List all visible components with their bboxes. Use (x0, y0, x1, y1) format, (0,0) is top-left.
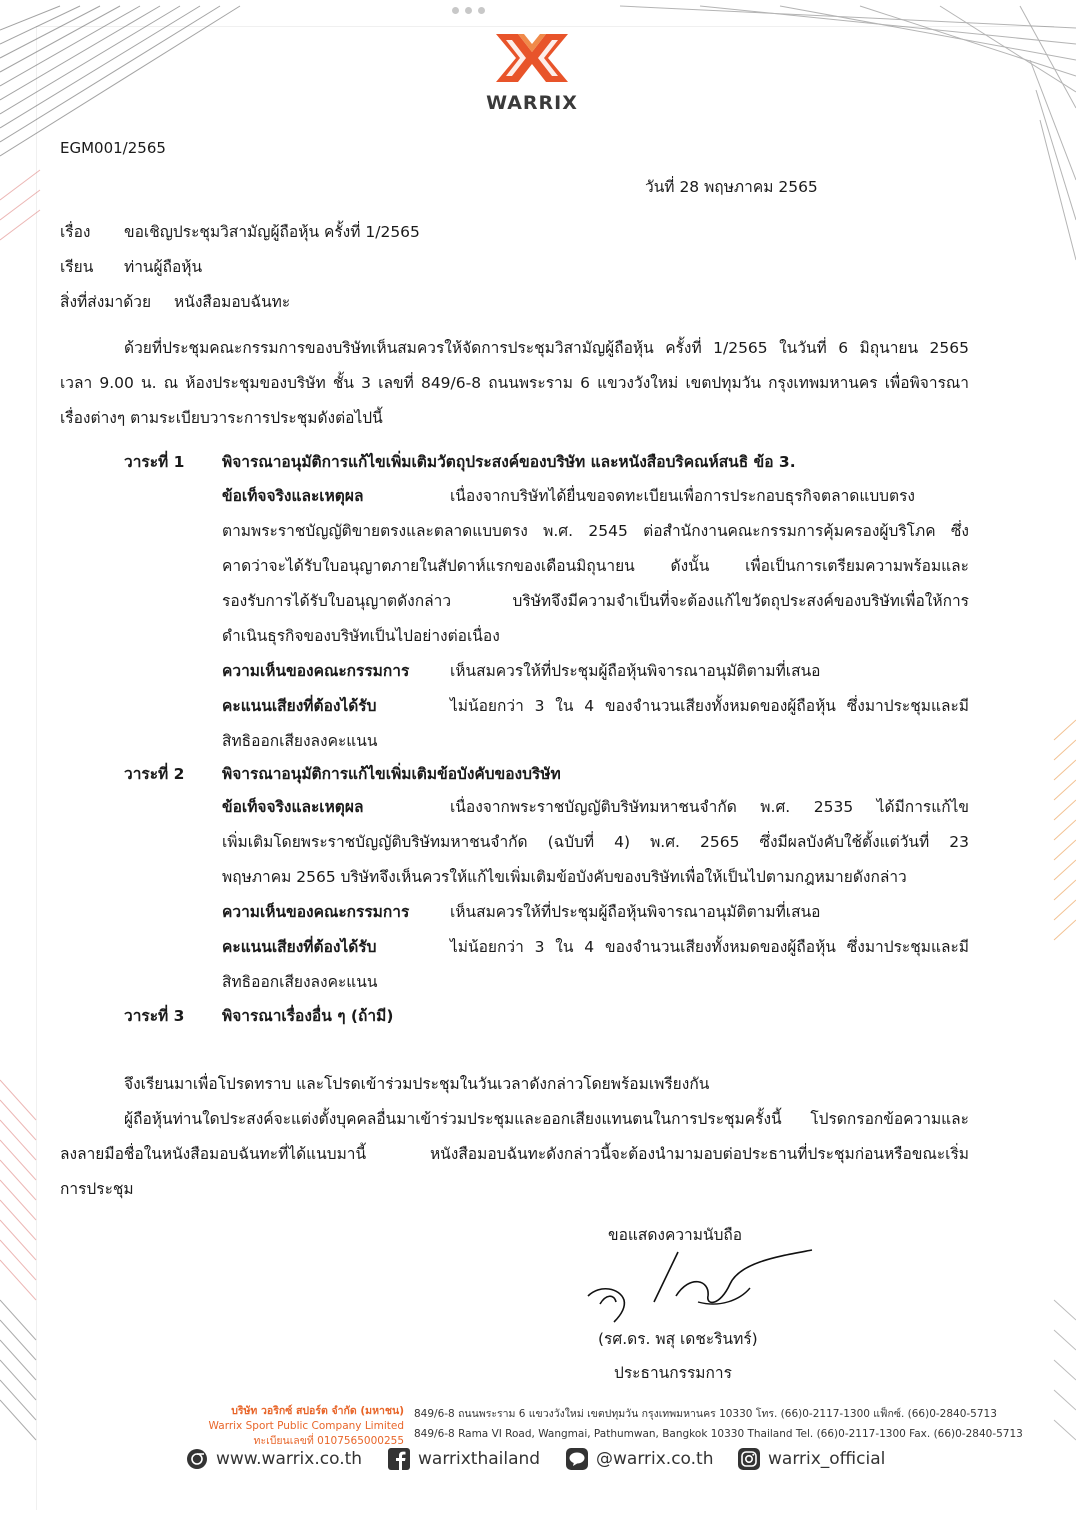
facts-line: ดำเนินธุรกิจของบริษัทเป็นไปอย่างต่อเนื่อง (222, 627, 500, 645)
facts-line: เนื่องจากพระราชบัญญัติบริษัทมหาชนจำกัด พ.ศ. 2535 ได้มีการแก้ไข (450, 798, 969, 816)
enclosure-label: สิ่งที่ส่งมาด้วย (60, 293, 152, 311)
facebook-icon (388, 1448, 410, 1470)
facts-label: ข้อเท็จจริงและเหตุผล (222, 487, 364, 505)
line-icon (566, 1448, 588, 1470)
closing-line: จึงเรียนมาเพื่อโปรดทราบ และโปรดเข้าร่วมประชุมในวันเวลาดังกล่าวโดยพร้อมเพรียงกัน (124, 1075, 710, 1093)
company-registration: ทะเบียนเลขที่ 0107565000255 (253, 1435, 404, 1447)
document-number: EGM001/2565 (60, 139, 166, 157)
intro-line: ด้วยที่ประชุมคณะกรรมการของบริษัทเห็นสมควรให้จัดการประชุมวิสามัญผู้ถือหุ้น ครั้งที่ 1/2565 ในวันที่ 6 มิถุนายน 2565 (124, 339, 969, 357)
website-link[interactable]: www.warrix.co.th (216, 1449, 363, 1469)
board-opinion-label: ความเห็นของคณะกรรมการ (222, 662, 410, 680)
required-vote-line: สิทธิออกเสียงลงคะแนน (222, 973, 378, 991)
agenda-title: พิจารณาอนุมัติการแก้ไขเพิ่มเติมข้อบังคับของบริษัท (222, 765, 561, 783)
instagram-icon (738, 1448, 760, 1470)
recipient-text: ท่านผู้ถือหุ้น (124, 258, 203, 276)
board-opinion-label: ความเห็นของคณะกรรมการ (222, 903, 410, 921)
address-en: 849/6-8 Rama VI Road, Wangmai, Pathumwan, Bangkok 10330 Thailand Tel. (66)0-2117-1300 Fax. (66)0-2840-5713 (414, 1428, 1023, 1440)
agenda-number: วาระที่ 1 (124, 453, 185, 471)
board-opinion-text: เห็นสมควรให้ที่ประชุมผู้ถือหุ้นพิจารณาอนุมัติตามที่เสนอ (450, 662, 821, 680)
address-th: 849/6-8 ถนนพระราม 6 แขวงวังใหม่ เขตปทุมวัน กรุงเทพมหานคร 10330 โทร. (66)0-2117-1300 แฟ็กซ์. (66)0-2840-5713 (414, 1408, 997, 1420)
letter-date: วันที่ 28 พฤษภาคม 2565 (645, 178, 818, 196)
social-website[interactable] (186, 1448, 362, 1470)
closing-line: ลงลายมือชื่อในหนังสือมอบฉันทะที่ได้แนบมานี้ หนังสือมอบฉันทะดังกล่าวนี้จะต้องนำมามอบต่อประธานที่ประชุมก่อนหรือขณะเริ่ม (60, 1145, 969, 1163)
signer-title: ประธานกรรมการ (614, 1364, 732, 1382)
agenda-number: วาระที่ 3 (124, 1007, 185, 1025)
required-vote-line: ไม่น้อยกว่า 3 ใน 4 ของจำนวนเสียงทั้งหมดของผู้ถือหุ้น ซึ่งมาประชุมและมี (450, 938, 969, 956)
required-vote-label: คะแนนเสียงที่ต้องได้รับ (222, 697, 377, 715)
agenda-number: วาระที่ 2 (124, 765, 185, 783)
handwritten-signature (580, 1244, 820, 1334)
closing-line: การประชุม (60, 1180, 134, 1198)
regards-text: ขอแสดงความนับถือ (608, 1226, 743, 1244)
board-opinion-text: เห็นสมควรให้ที่ประชุมผู้ถือหุ้นพิจารณาอนุมัติตามที่เสนอ (450, 903, 821, 921)
agenda-title: พิจารณาอนุมัติการแก้ไขเพิ่มเติมวัตถุประสงค์ของบริษัท และหนังสือบริคณห์สนธิ ข้อ 3. (222, 453, 796, 471)
top-dots (452, 7, 485, 14)
line-link[interactable]: @warrix.co.th (596, 1449, 714, 1469)
footer-company (206, 1404, 404, 1449)
recipient-label: เรียน (60, 258, 94, 276)
social-line[interactable] (566, 1448, 713, 1470)
subject-label: เรื่อง (60, 223, 91, 241)
facts-line: เพิ่มเติมโดยพระราชบัญญัติบริษัทมหาชนจำกัด (ฉบับที่ 4) พ.ศ. 2565 ซึ่งมีผลบังคับใช้ตั้งแต่วันที่ 23 (222, 833, 969, 851)
facts-label: ข้อเท็จจริงและเหตุผล (222, 798, 364, 816)
facts-line: คาดว่าจะได้รับใบอนุญาตภายในสัปดาห์แรกของเดือนมิถุนายน ดังนั้น เพื่อเป็นการเตรียมความพร้อมและ (222, 557, 969, 575)
intro-line: เวลา 9.00 น. ณ ห้องประชุมของบริษัท ชั้น 3 เลขที่ 849/6-8 ถนนพระราม 6 แขวงวังใหม่ เขตปทุมวัน กรุงเทพมหานคร เพื่อพิจารณา (60, 374, 969, 392)
closing-line: ผู้ถือหุ้นท่านใดประสงค์จะแต่งตั้งบุคคลอื่นมาเข้าร่วมประชุมและออกเสียงแทนตนในการประชุมครั้งนี้ โปรดกรอกข้อความและ (124, 1110, 969, 1128)
social-facebook[interactable] (388, 1448, 540, 1470)
instagram-link[interactable]: warrix_official (768, 1449, 886, 1469)
globe-icon (186, 1448, 208, 1470)
facebook-link[interactable]: warrixthailand (418, 1449, 541, 1469)
required-vote-label: คะแนนเสียงที่ต้องได้รับ (222, 938, 377, 956)
social-instagram[interactable] (738, 1448, 885, 1470)
facts-line: ตามพระราชบัญญัติขายตรงและตลาดแบบตรง พ.ศ. 2545 ต่อสำนักงานคณะกรรมการคุ้มครองผู้บริโภค ซึ่ง (222, 522, 969, 540)
warrix-logo (466, 30, 598, 114)
facts-line: รองรับการได้รับใบอนุญาตดังกล่าว บริษัทจึงมีความจำเป็นที่จะต้องแก้ไขวัตถุประสงค์ของบริษัทเพื่อให้การ (222, 592, 969, 610)
facts-line: เนื่องจากบริษัทได้ยื่นขอจดทะเบียนเพื่อการประกอบธุรกิจตลาดแบบตรง (450, 487, 915, 505)
enclosure-text: หนังสือมอบฉันทะ (174, 293, 291, 311)
company-name-th: บริษัท วอริกซ์ สปอร์ต จำกัด (มหาชน) (231, 1405, 404, 1417)
intro-line: เรื่องต่างๆ ตามระเบียบวาระการประชุมดังต่อไปนี้ (60, 409, 383, 427)
footer-address (414, 1404, 1023, 1444)
agenda-title: พิจารณาเรื่องอื่น ๆ (ถ้ามี) (222, 1007, 394, 1025)
required-vote-line: สิทธิออกเสียงลงคะแนน (222, 732, 378, 750)
required-vote-line: ไม่น้อยกว่า 3 ใน 4 ของจำนวนเสียงทั้งหมดของผู้ถือหุ้น ซึ่งมาประชุมและมี (450, 697, 969, 715)
signer-name: (รศ.ดร. พสุ เดชะรินทร์) (598, 1330, 758, 1348)
subject-text: ขอเชิญประชุมวิสามัญผู้ถือหุ้น ครั้งที่ 1/2565 (124, 223, 420, 241)
company-name-en: Warrix Sport Public Company Limited (208, 1420, 404, 1432)
warrix-emblem-icon (492, 30, 572, 86)
facts-line: พฤษภาคม 2565 บริษัทจึงเห็นควรให้แก้ไขเพิ่มเติมข้อบังคับของบริษัทเพื่อให้เป็นไปตามกฎหมายดังกล่าว (222, 868, 907, 886)
brand-name: WARRIX (486, 92, 578, 114)
